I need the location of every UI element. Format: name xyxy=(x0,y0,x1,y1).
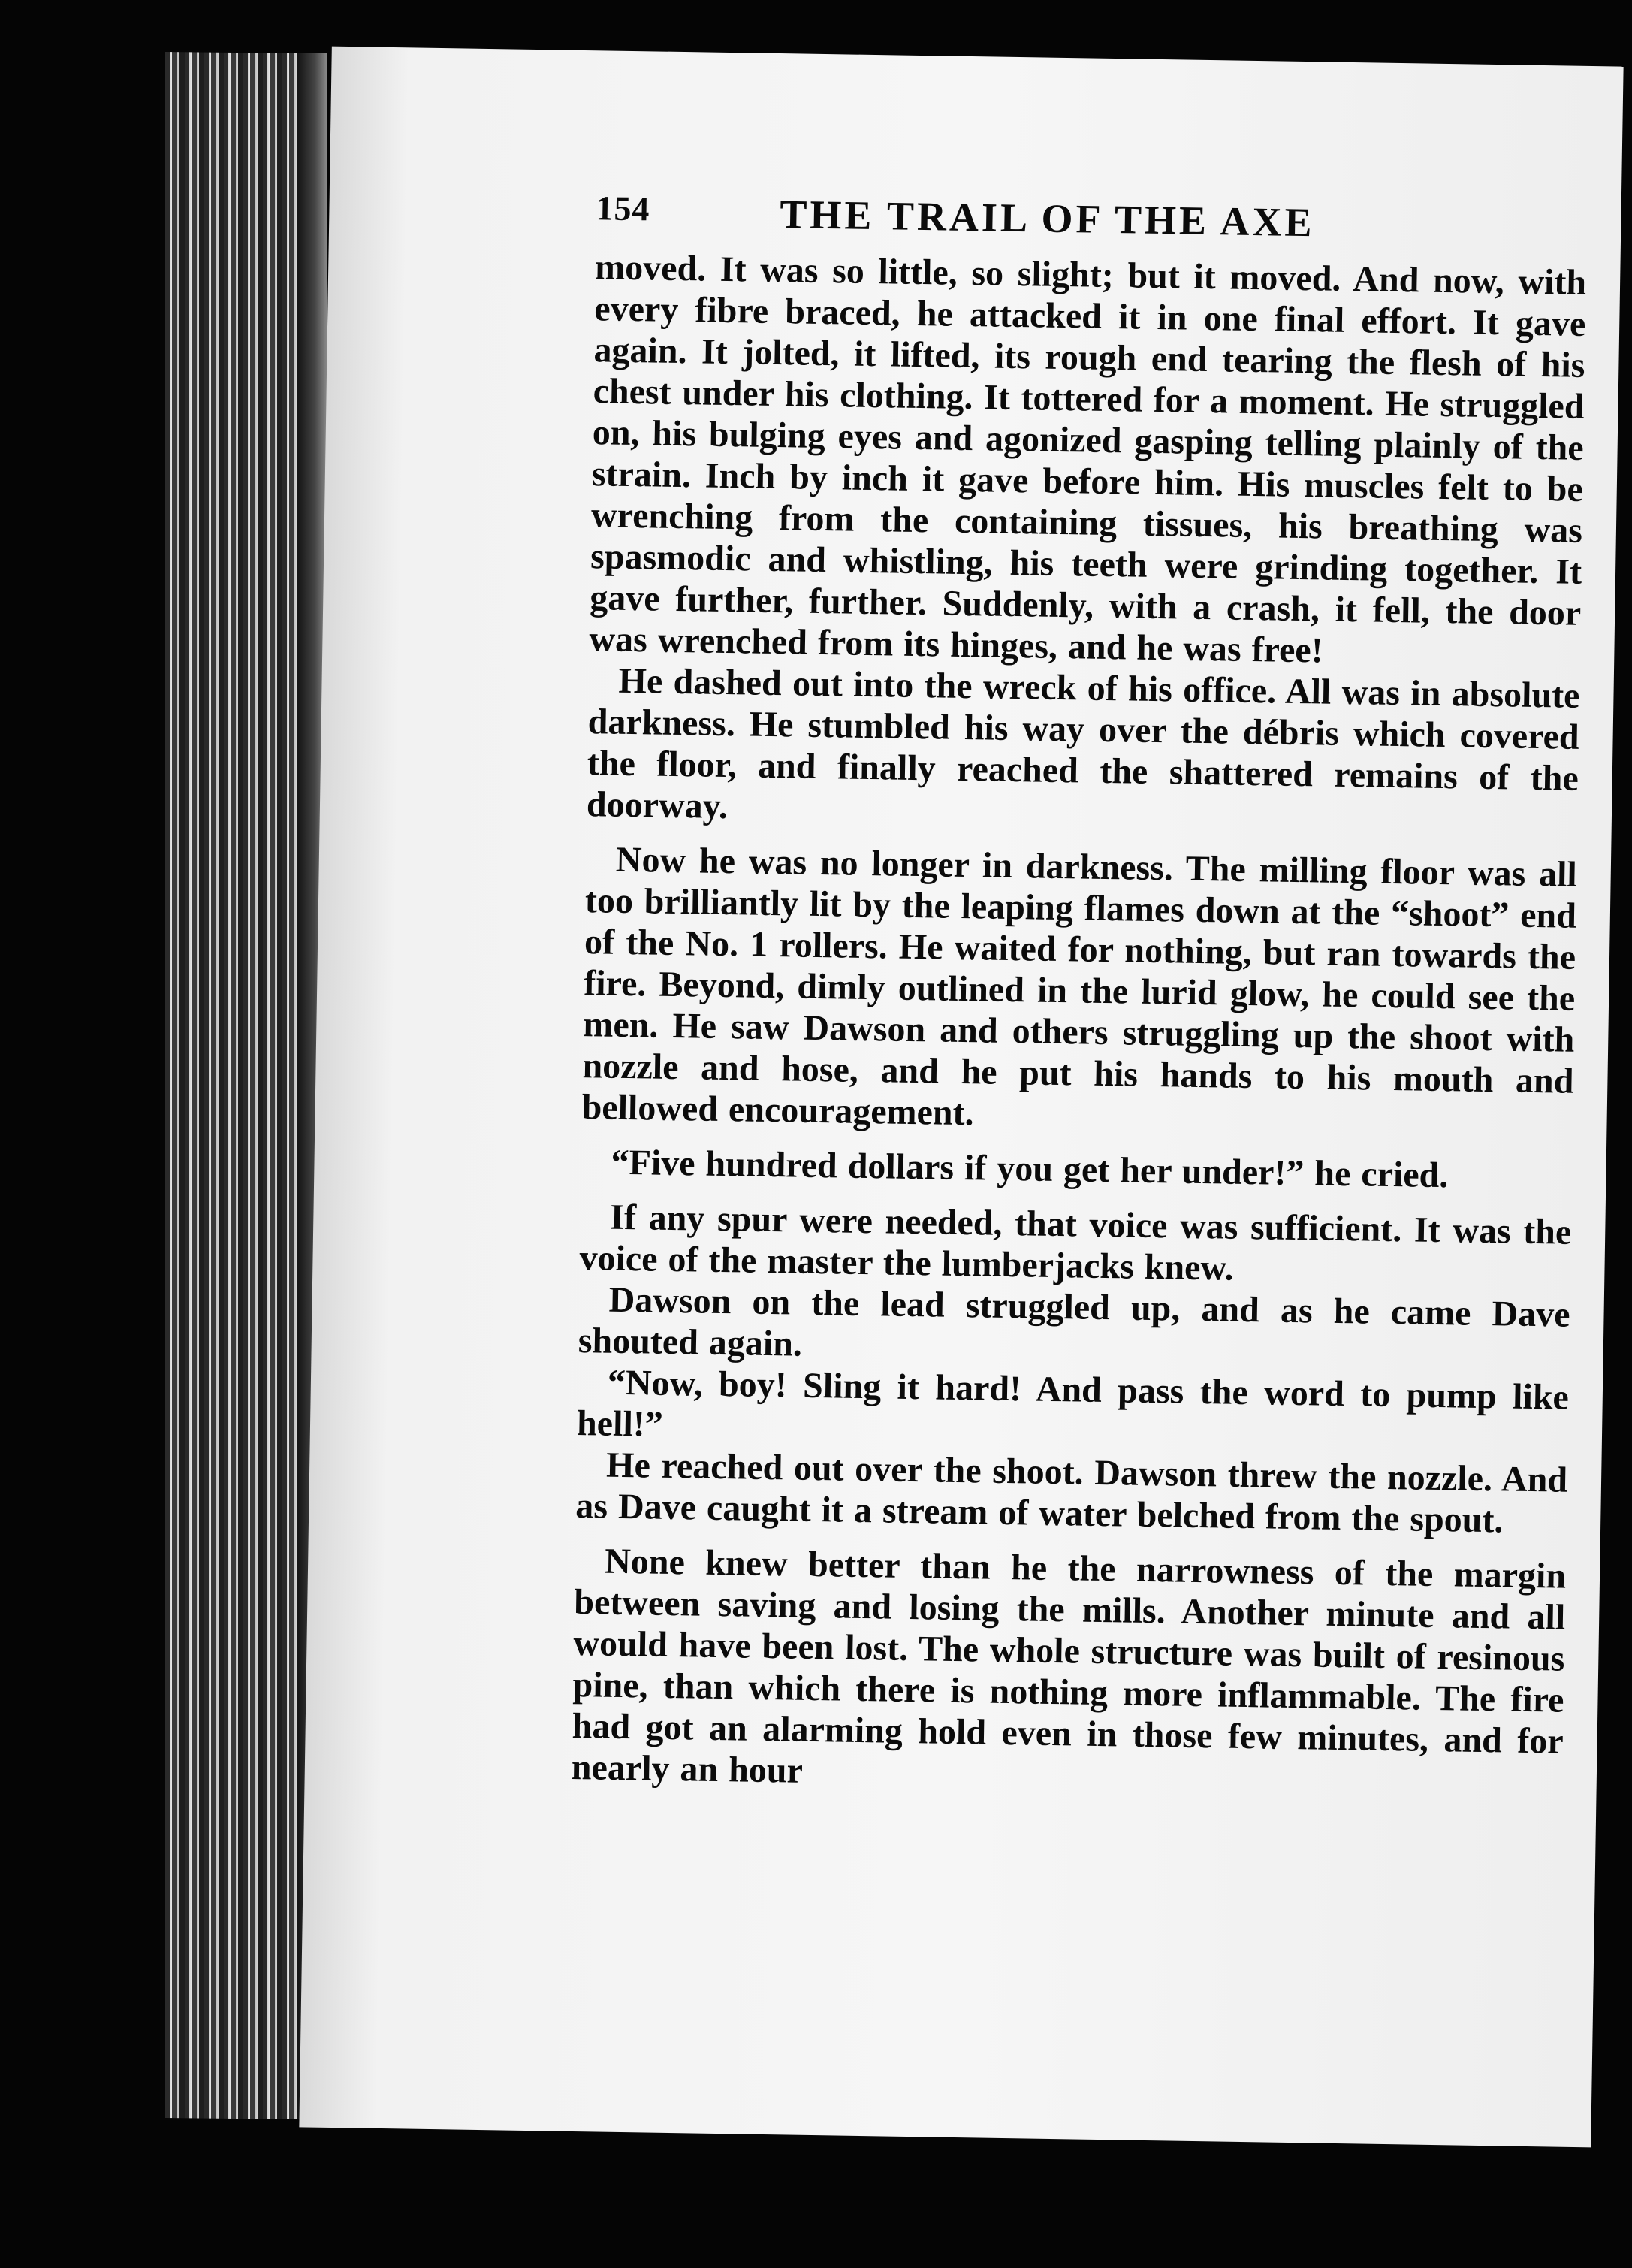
book-page xyxy=(299,47,1623,2148)
paragraph: moved. It was so little, so slight; but it moved. And now, with every fibre braced, he attacked it in one final effort. It gave again. It jolted, it lifted, its rough end tearing the flesh of his chest under his clothing. It tottered for a moment. He struggled on, his bulging eyes and agonized gasping telling plainly of the strain. Inch by inch it gave before him. His muscles felt to be wrenching from the containing tissues, his breathing was spasmodic and whistling, his teeth were grinding together. It gave further, further. Suddenly, with a crash, it fell, the door was wrenched from its hinges, and he was free! xyxy=(589,247,1587,671)
paragraph: “Five hundred dollars if you get her under!” he cried. xyxy=(611,1142,1449,1196)
page-content xyxy=(571,174,1588,1803)
paragraph: Dawson on the lead struggled up, and as he came Dave shouted again. xyxy=(578,1279,1570,1364)
paragraph: None knew better than he the narrowness of the margin between saving and losing the mills. Another minute and all would have been lost. The whole structure was built of resinous pine, than which there is nothing more inflammable. The fire had got an alarming hold even in those few minutes, and for nearly an hour xyxy=(571,1541,1567,1791)
paragraph: “Now, boy! Sling it hard! And pass the word to pump like hell!” xyxy=(576,1362,1570,1445)
paragraph: Now he was no longer in darkness. The milling floor was all too brilliantly lit by the leaping flames down at the “shoot” end of the No. 1 rollers. He waited for nothing, but ran towards the fire. Beyond, dimly outlined in the lurid glow, he could see the men. He saw Dawson and others struggling up the shoot with nozzle and hose, and he put his hands to his mouth and bellowed encouragement. xyxy=(581,839,1578,1134)
running-head xyxy=(596,174,1588,258)
body-text xyxy=(571,246,1586,1803)
paragraph: He reached out over the shoot. Dawson threw the nozzle. And as Dave caught it a stream of water belched from the spout. xyxy=(575,1445,1568,1541)
book-title: THE TRAIL OF THE AXE xyxy=(779,192,1316,246)
page-number: 154 xyxy=(596,189,650,228)
paragraph: If any spur were needed, that voice was sufficient. It was the voice of the master the lumberjacks knew. xyxy=(579,1197,1572,1288)
book-page-edges xyxy=(165,52,308,2119)
paragraph: He dashed out into the wreck of his office. All was in absolute darkness. He stumbled his way over the débris which covered the floor, and finally reached the shattered remains of the doorway. xyxy=(586,660,1580,827)
